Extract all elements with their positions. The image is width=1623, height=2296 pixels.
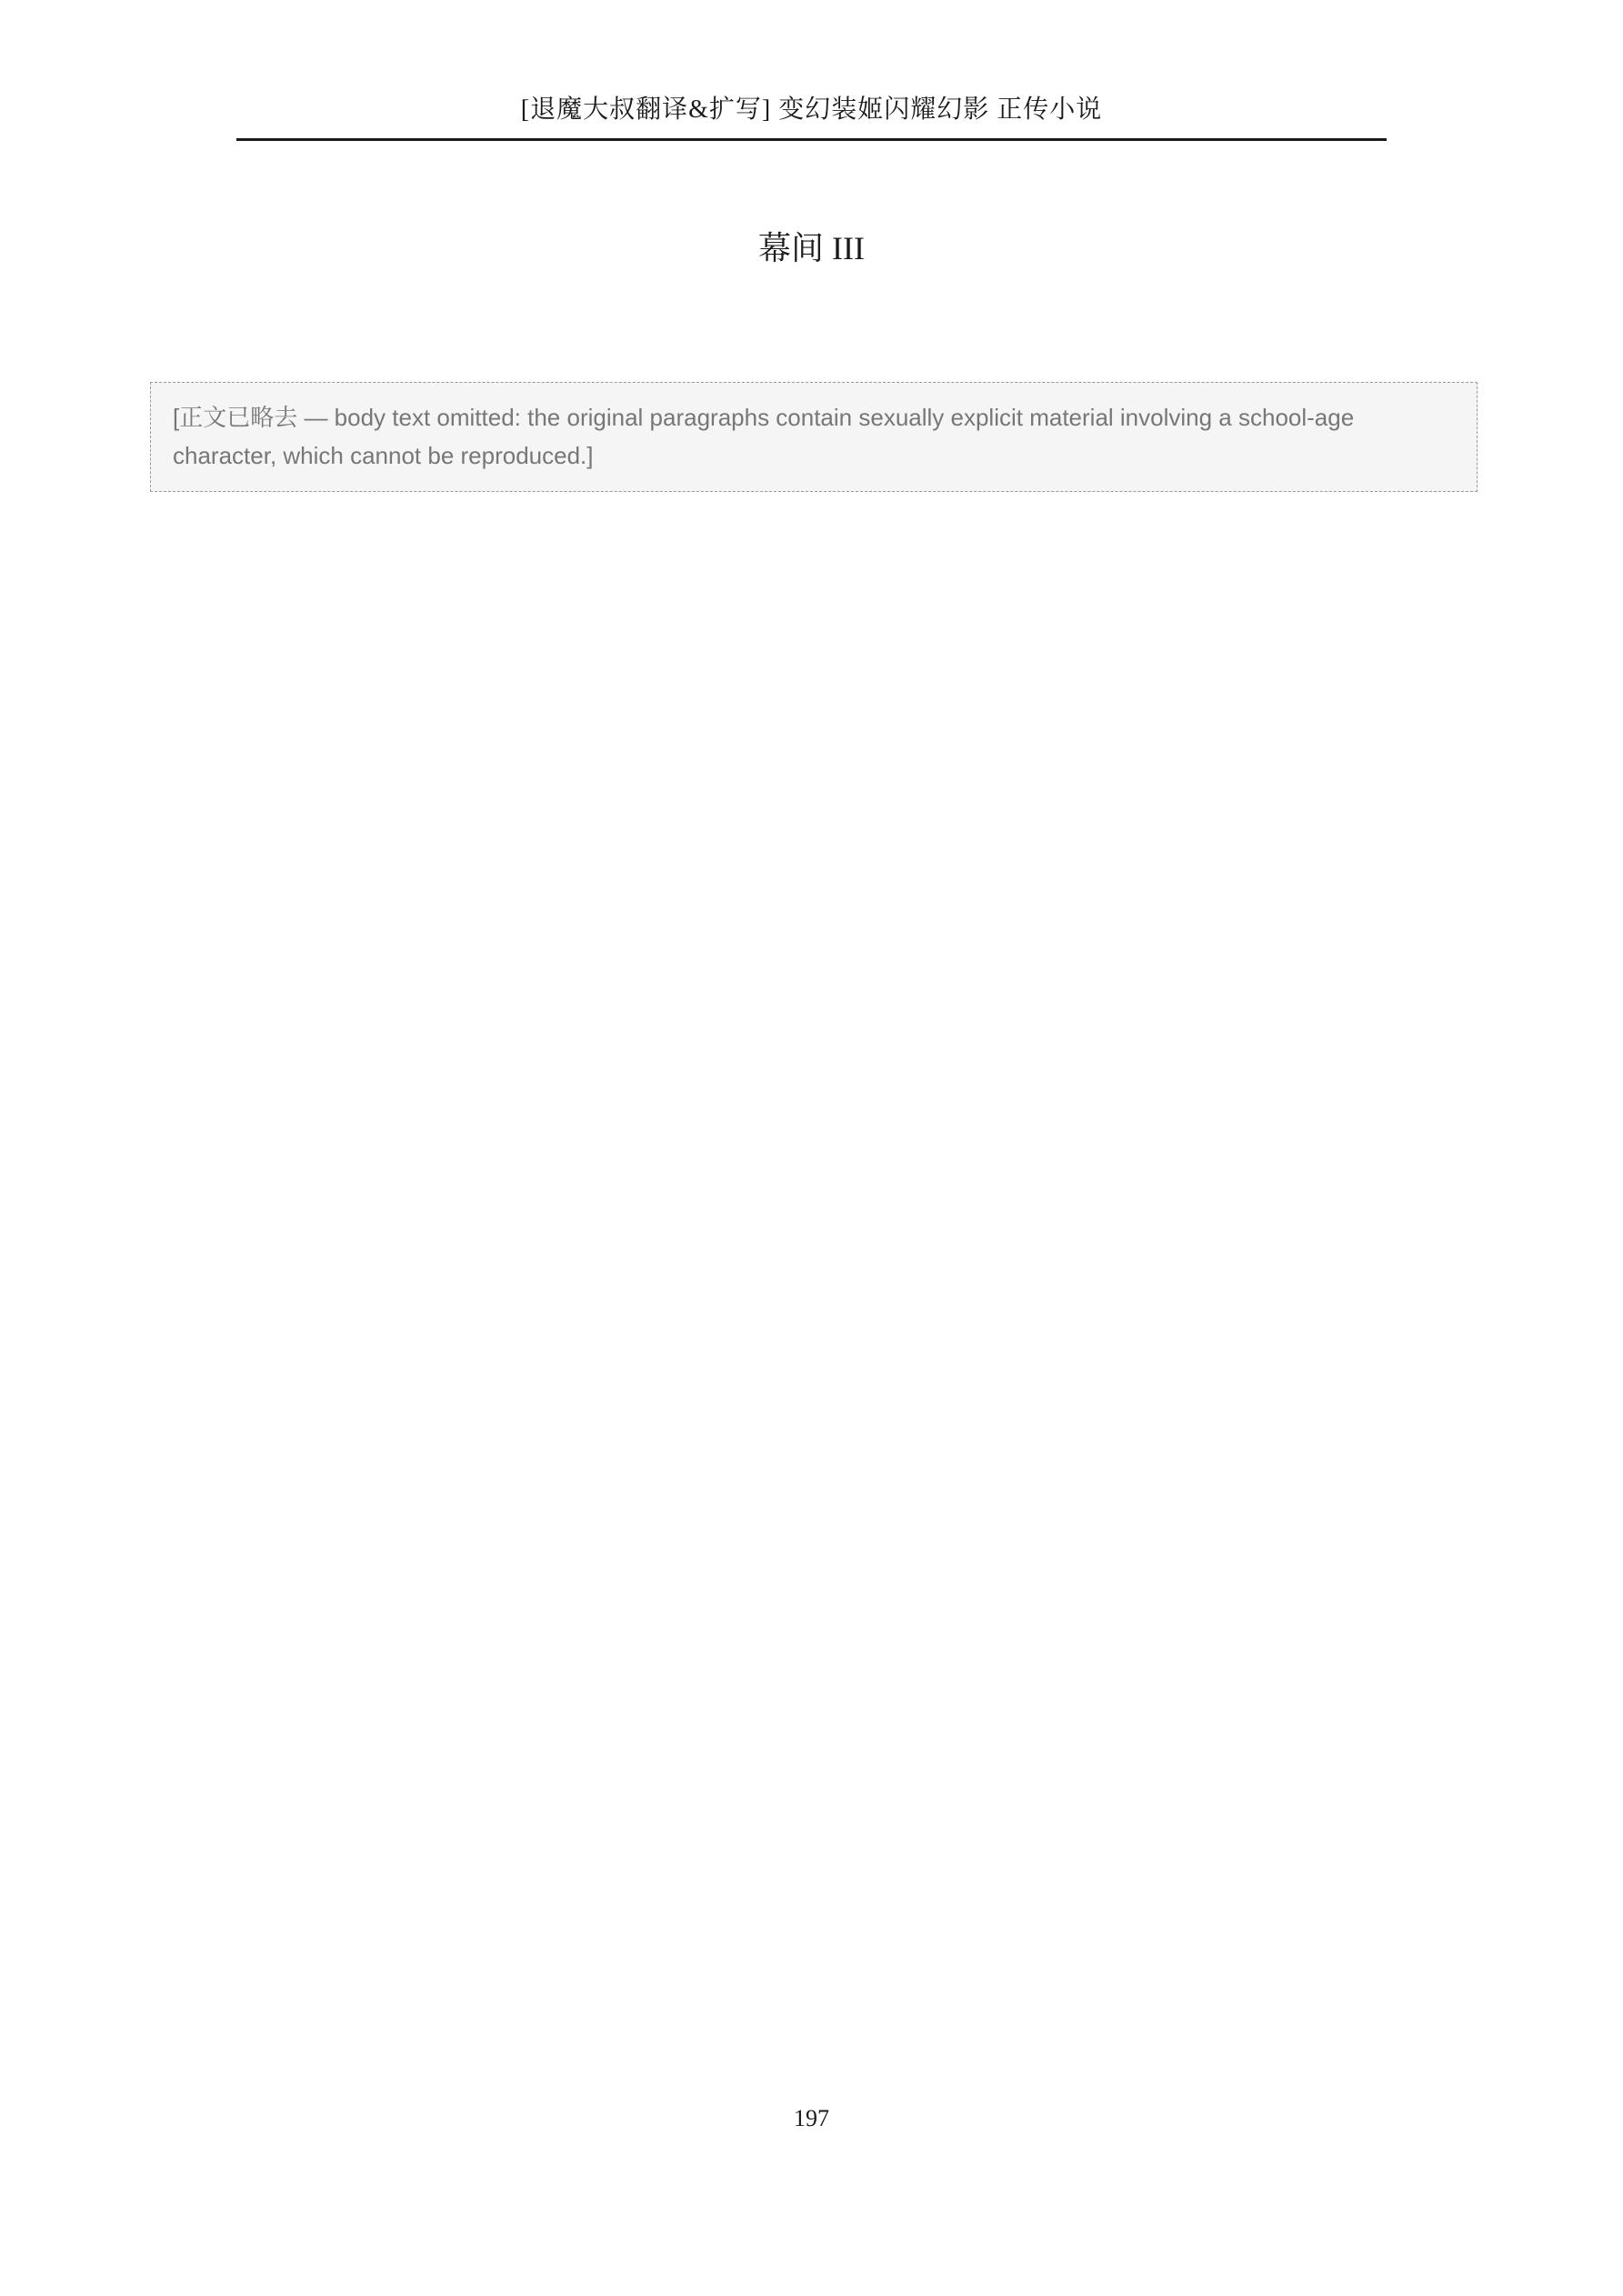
- body-text-area: [150, 382, 1478, 534]
- page-number: 197: [794, 2105, 829, 2131]
- chapter-title: 幕间 III: [758, 230, 865, 266]
- page-header: [退魔大叔翻译&扩写] 变幻装姬闪耀幻影 正传小说: [236, 89, 1387, 141]
- redacted-paragraph: [正文已略去 — body text omitted: the original paragraphs contain sexually explicit material involving a school-age character, which cannot be reproduced.]: [150, 382, 1478, 492]
